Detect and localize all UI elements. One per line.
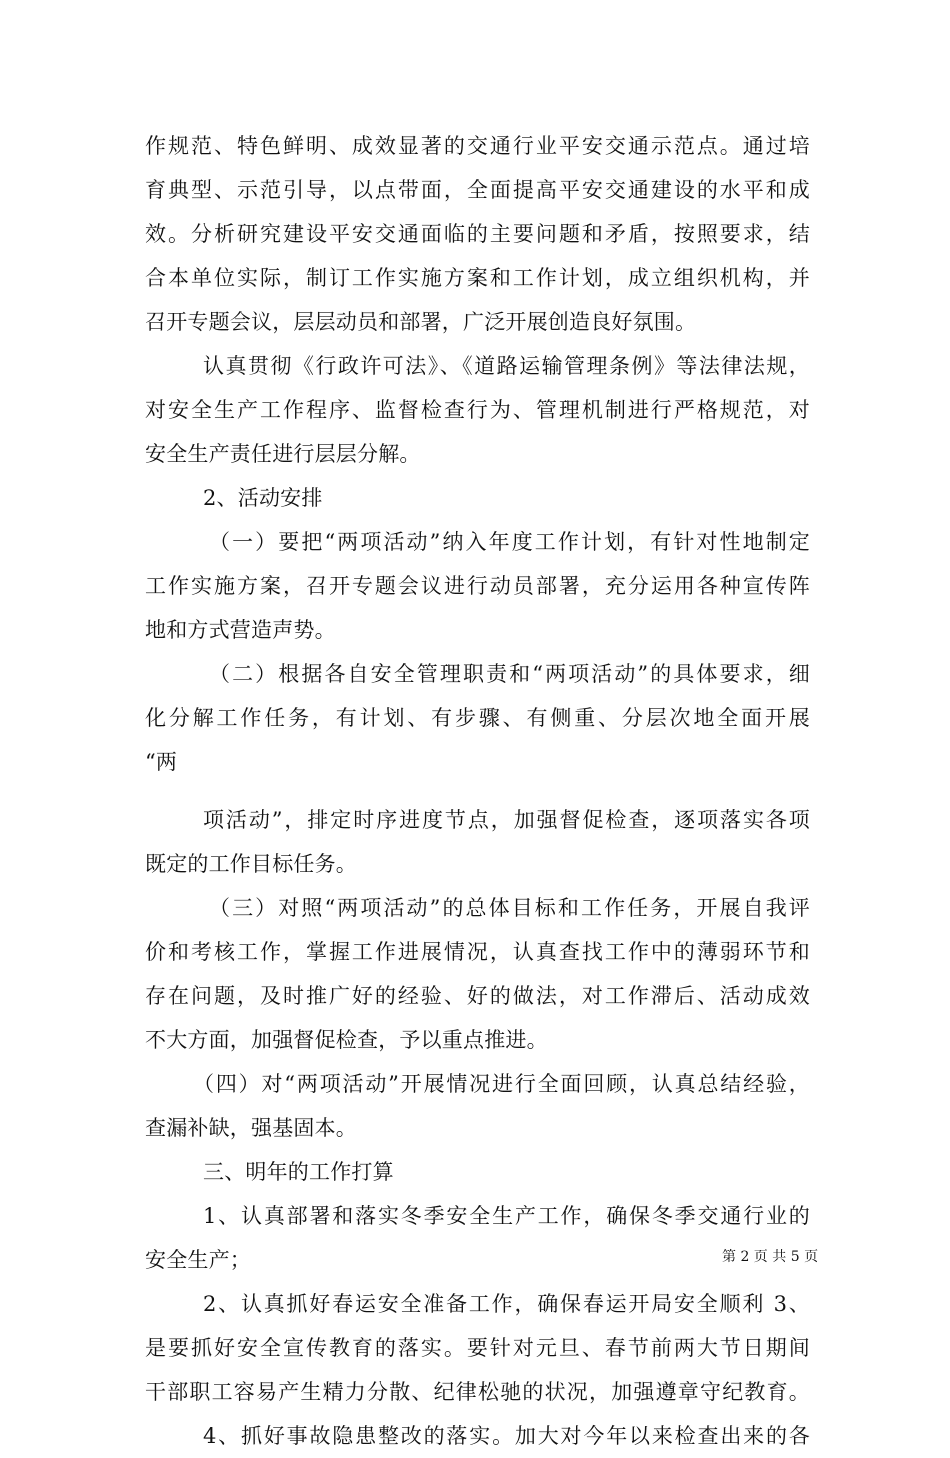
text-line: 作规范、特色鲜明、成效显著的交通行业平安交通示范点。通过培 — [145, 134, 810, 158]
text-line: 项活动”，排定时序进度节点，加强督促检查，逐项落实各项 — [203, 808, 810, 832]
paragraph-start: （二）根据各自安全管理职责和“两项活动”的具体要求，细 — [209, 662, 810, 686]
text-line: 安全生产； — [145, 1248, 251, 1272]
line-gap — [145, 784, 810, 798]
text-line: 合本单位实际，制订工作实施方案和工作计划，成立组织机构，并 — [145, 266, 810, 290]
text-line: 干部职工容易产生精力分散、纪律松驰的状况，加强遵章守纪教育。 — [145, 1380, 810, 1404]
section-heading: 三、明年的工作打算 — [203, 1160, 394, 1184]
text-line: 不大方面，加强督促检查，予以重点推进。 — [145, 1028, 548, 1052]
text-line: 化分解工作任务，有计划、有步骤、有侧重、分层次地全面开展 — [145, 706, 810, 730]
paragraph-start: 4、抓好事故隐患整改的落实。加大对今年以来检查出来的各 — [203, 1424, 810, 1448]
text-line: 对安全生产工作程序、监督检查行为、管理机制进行严格规范，对 — [145, 398, 810, 422]
text-line: 是要抓好安全宣传教育的落实。要针对元旦、春节前两大节日期间 — [145, 1336, 810, 1360]
text-line: 安全生产责任进行层层分解。 — [145, 442, 421, 466]
text-line: “两 — [145, 750, 178, 774]
text-line: 育典型、示范引导，以点带面，全面提高平安交通建设的水平和成 — [145, 178, 810, 202]
text-line: 价和考核工作，掌握工作进展情况，认真查找工作中的薄弱环节和 — [145, 940, 810, 964]
paragraph-start: 2、认真抓好春运安全准备工作，确保春运开局安全顺利 3、 — [203, 1292, 810, 1316]
paragraph-start: （四）对“两项活动”开展情况进行全面回顾，认真总结经验， — [193, 1072, 810, 1096]
document-body — [145, 124, 810, 1458]
paragraph-start: （一）要把“两项活动”纳入年度工作计划，有针对性地制定 — [209, 530, 810, 554]
text-line: 工作实施方案，召开专题会议进行动员部署，充分运用各种宣传阵 — [145, 574, 810, 598]
paragraph-start: 认真贯彻《行政许可法》、《道路运输管理条例》等法律法规， — [203, 354, 810, 378]
paragraph-start: （三）对照“两项活动”的总体目标和工作任务，开展自我评 — [209, 896, 810, 920]
text-line: 效。分析研究建设平安交通面临的主要问题和矛盾，按照要求，结 — [145, 222, 810, 246]
text-line: 召开专题会议，层层动员和部署，广泛开展创造良好氛围。 — [145, 310, 697, 334]
paragraph-start: 1、认真部署和落实冬季安全生产工作，确保冬季交通行业的 — [203, 1204, 810, 1228]
text-line: 地和方式营造声势。 — [145, 618, 336, 642]
section-heading: 2、活动安排 — [203, 486, 323, 510]
page-number-footer: 第 2 页 共 5 页 — [722, 1249, 819, 1265]
text-line: 查漏补缺，强基固本。 — [145, 1116, 357, 1140]
text-line: 存在问题，及时推广好的经验、好的做法，对工作滞后、活动成效 — [145, 984, 810, 1008]
text-line: 既定的工作目标任务。 — [145, 852, 357, 876]
